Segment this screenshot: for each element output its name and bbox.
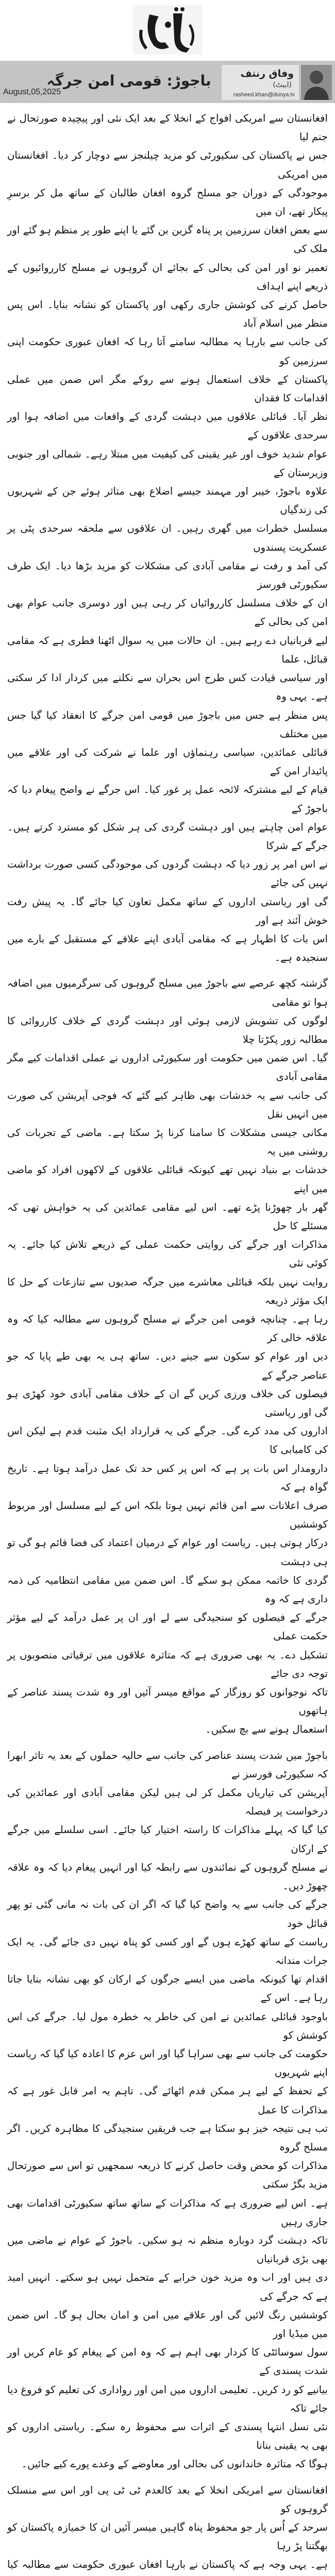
masthead [0,0,335,61]
page-title: باجوڑ: قومی امن جرگہ [46,72,211,89]
publish-date: August,05,2025 [3,88,61,96]
author-card [222,65,299,100]
author-avatar [301,65,332,100]
article-paragraph: افغانستان سے امریکی افواج کے انخلا کے بعد ایک نئی اور پیچیدہ صورتحال نے جنم لیا جس نے پاکستان کی سکیورٹی کو مزید چیلنجز سے دوچار کر دیا۔ افغانستان میں امریکی موجودگی کے دوران جو مسلح گروہ افغان طالبان کے ساتھ مل کر برسرِ پیکار تھے، ان میں سے بعض افغان سرزمین پر پناہ گزین بن گئے یا اپنے طور پر منظم ہو گئے اور ملک کی تعمیر نو اور امن کی بحالی کے بجائے ان گروہوں نے مسلح کارروائیوں کے ذریعے اپنے اہداف حاصل کرنے کی کوشش جاری رکھی اور پاکستان کو نشانہ بنایا۔ اس پس منظر میں اسلام آباد کی جانب سے بارہا یہ مطالبہ سامنے آتا رہا کہ افغان عبوری حکومت اپنی سرزمین کو پاکستان کے خلاف استعمال ہونے سے روکے مگر اس ضمن میں عملی اقدامات کا فقدان نظر آیا۔ قبائلی علاقوں میں دہشت گردی کے واقعات میں اضافہ ہوا اور سرحدی علاقوں کے عوام شدید خوف اور غیر یقینی کی کیفیت میں مبتلا رہے۔ شمالی اور جنوبی وزیرستان کے علاوہ باجوڑ، خیبر اور مہمند جیسے اضلاع بھی متاثر ہوئے جن کے شہریوں کی زندگیاں مسلسل خطرات میں گھری رہیں۔ ان علاقوں سے ملحقہ سرحدی پٹی پر عسکریت پسندوں کی آمد و رفت نے مقامی آبادی کی مشکلات کو مزید بڑھا دیا۔ ایک طرف سکیورٹی فورسز ان کے خلاف مسلسل کارروائیاں کر رہی ہیں اور دوسری جانب عوام بھی امن کی بحالی کے لیے قربانیاں دے رہے ہیں۔ ان حالات میں یہ سوال اٹھنا فطری ہے کہ مقامی قبائل، علما اور سیاسی قیادت کس طرح اس بحران سے نکلنے میں کردار ادا کر سکتی ہے۔ یہی وہ پس منظر ہے جس میں باجوڑ میں قومی امن جرگے کا انعقاد کیا گیا جس میں مختلف قبائلی عمائدین، سیاسی رہنماؤں اور علما نے شرکت کی اور علاقے میں پائیدار امن کے قیام کے لیے مشترکہ لائحہ عمل پر غور کیا۔ اس جرگے نے واضح پیغام دیا کہ باجوڑ کے عوام امن چاہتے ہیں اور دہشت گردی کی ہر شکل کو مسترد کرتے ہیں۔ جرگے کے شرکا نے اس امر پر زور دیا کہ دہشت گردوں کی موجودگی کسی صورت برداشت نہیں کی جائے گی اور ریاستی اداروں کے ساتھ مکمل تعاون کیا جائے گا۔ یہ پیش رفت خوش آئند ہے اور اس بات کا اظہار ہے کہ مقامی آبادی اپنے علاقے کے مستقبل کے بارے میں سنجیدہ ہے۔ [7,112,328,964]
author-email: rasheed.khan@dunya.tv [233,92,295,98]
article-paragraph: باجوڑ میں شدت پسند عناصر کی جانب سے حالیہ حملوں کے بعد یہ تاثر ابھرا کہ سکیورٹی فورسز نے آپریشن کی تیاریاں مکمل کر لی ہیں لیکن مقامی آبادی اور عمائدین کی درخواست پر فیصلہ کیا گیا کہ پہلے مذاکرات کا راستہ اختیار کیا جائے۔ اسی سلسلے میں جرگے کے ارکان نے مسلح گروہوں کے نمائندوں سے رابطہ کیا اور انہیں پیغام دیا کہ وہ علاقہ چھوڑ دیں۔ جرگے کی جانب سے یہ واضح کیا گیا کہ اگر ان کی بات نہ مانی گئی تو پھر قبائل خود ریاست کے ساتھ کھڑے ہوں گے اور کسی کو پناہ نہیں دی جائے گی۔ یہ ایک جرات مندانہ اقدام تھا کیونکہ ماضی میں ایسے جرگوں کے ارکان کو بھی نشانہ بنایا جاتا رہا ہے۔ اس کے باوجود قبائلی عمائدین نے امن کی خاطر یہ خطرہ مول لیا۔ جرگے کی اس کوشش کو حکومت کی جانب سے بھی سراہا گیا اور اس عزم کا اعادہ کیا گیا کہ ریاست اپنے شہریوں کے تحفظ کے لیے ہر ممکن قدم اٹھائے گی۔ تاہم یہ امر قابل غور ہے کہ مذاکرات کا عمل تب ہی نتیجہ خیز ہو سکتا ہے جب فریقین سنجیدگی کا مظاہرہ کریں۔ اگر مسلح گروہ مذاکرات کو محض وقت حاصل کرنے کا ذریعہ سمجھیں تو اس سے صورتحال مزید بگڑ سکتی ہے۔ اس لیے ضروری ہے کہ مذاکرات کے ساتھ ساتھ سکیورٹی اقدامات بھی جاری رہیں تاکہ دہشت گرد دوبارہ منظم نہ ہو سکیں۔ باجوڑ کے عوام نے ماضی میں بھی بڑی قربانیاں دی ہیں اور اب وہ مزید خون خرابے کے متحمل نہیں ہو سکتے۔ انہیں امید ہے کہ جرگے کی کوششیں رنگ لائیں گی اور علاقے میں امن و امان بحال ہو گا۔ اس ضمن میں میڈیا اور سول سوسائٹی کا کردار بھی اہم ہے کہ وہ امن کے پیغام کو عام کریں اور شدت پسندی کے بیانیے کو رد کریں۔ تعلیمی اداروں میں امن اور رواداری کی تعلیم کو فروغ دیا جائے تاکہ نئی نسل انتہا پسندی کے اثرات سے محفوظ رہ سکے۔ ریاستی اداروں کو بھی یہ یقینی بنانا ہوگا کہ متاثرہ خاندانوں کی بحالی اور معاوضے کے وعدے پورے کیے جائیں۔ [7,1749,328,2470]
author-name: وفاق رنتف [240,68,294,79]
article-body [7,109,328,2576]
article-paragraph: گزشتہ کچھ عرصے سے باجوڑ میں مسلح گروہوں کی سرگرمیوں میں اضافہ ہوا تو مقامی لوگوں کی تشویش لازمی ہوئی اور دہشت گردی کے خلاف کارروائی کا مطالبہ زور پکڑتا چلا گیا۔ اس ضمن میں حکومت اور سکیورٹی اداروں نے عملی اقدامات کیے مگر مقامی آبادی کی جانب سے یہ خدشات بھی ظاہر کیے گئے کہ فوجی آپریشن کی صورت میں انہیں نقل مکانی جیسی مشکلات کا سامنا کرنا پڑ سکتا ہے۔ ماضی کے تجربات کی روشنی میں یہ خدشات بے بنیاد نہیں تھے کیونکہ قبائلی علاقوں کے لاکھوں افراد کو ماضی میں اپنے گھر بار چھوڑنا پڑے تھے۔ اس لیے مقامی عمائدین کی یہ خواہش تھی کہ مسئلے کا حل مذاکرات اور جرگے کی روایتی حکمت عملی کے ذریعے تلاش کیا جائے۔ یہ کوئی نئی روایت نہیں بلکہ قبائلی معاشرے میں جرگہ صدیوں سے تنازعات کے حل کا ایک مؤثر ذریعہ رہا ہے۔ چنانچہ قومی امن جرگے نے مسلح گروہوں سے مطالبہ کیا کہ وہ علاقہ خالی کر دیں اور عوام کو سکون سے جینے دیں۔ ساتھ ہی یہ بھی طے پایا کہ جو عناصر جرگے کے فیصلوں کی خلاف ورزی کریں گے ان کے خلاف مقامی آبادی خود کھڑی ہو گی اور ریاستی اداروں کی مدد کرے گی۔ جرگے کی یہ قرارداد ایک مثبت قدم ہے لیکن اس کی کامیابی کا دارومدار اس بات پر ہے کہ اس پر کس حد تک عمل درآمد ہوتا ہے۔ تاریخ گواہ ہے کہ صرف اعلانات سے امن قائم نہیں ہوتا بلکہ اس کے لیے مسلسل اور مربوط کوششیں درکار ہوتی ہیں۔ ریاست اور عوام کے درمیان اعتماد کی فضا قائم ہو گی تو ہی دہشت گردی کا خاتمہ ممکن ہو سکے گا۔ اس ضمن میں مقامی انتظامیہ کی ذمہ داری ہے کہ وہ جرگے کے فیصلوں کو سنجیدگی سے لے اور ان پر عمل درآمد کے لیے مؤثر حکمت عملی تشکیل دے۔ یہ بھی ضروری ہے کہ متاثرہ علاقوں میں ترقیاتی منصوبوں پر توجہ دی جائے تاکہ نوجوانوں کو روزگار کے مواقع میسر آئیں اور وہ شدت پسند عناصر کے ہاتھوں استعمال ہونے سے بچ سکیں۔ [7,977,328,1736]
article-paragraph: افغانستان سے امریکی انخلا کے بعد کالعدم ٹی ٹی پی اور اس سے منسلک گروہوں کو سرحد کے اُس پار جو محفوظ پناہ گاہیں میسر آئیں ان کا خمیازہ پاکستان کو بھگتنا پڑ رہا ہے۔ یہی وجہ ہے کہ پاکستان نے بارہا افغان عبوری حکومت سے مطالبہ کیا [7,2484,328,2571]
dunya-logo [129,4,206,58]
author-role: (ایبٹ) [273,81,292,89]
